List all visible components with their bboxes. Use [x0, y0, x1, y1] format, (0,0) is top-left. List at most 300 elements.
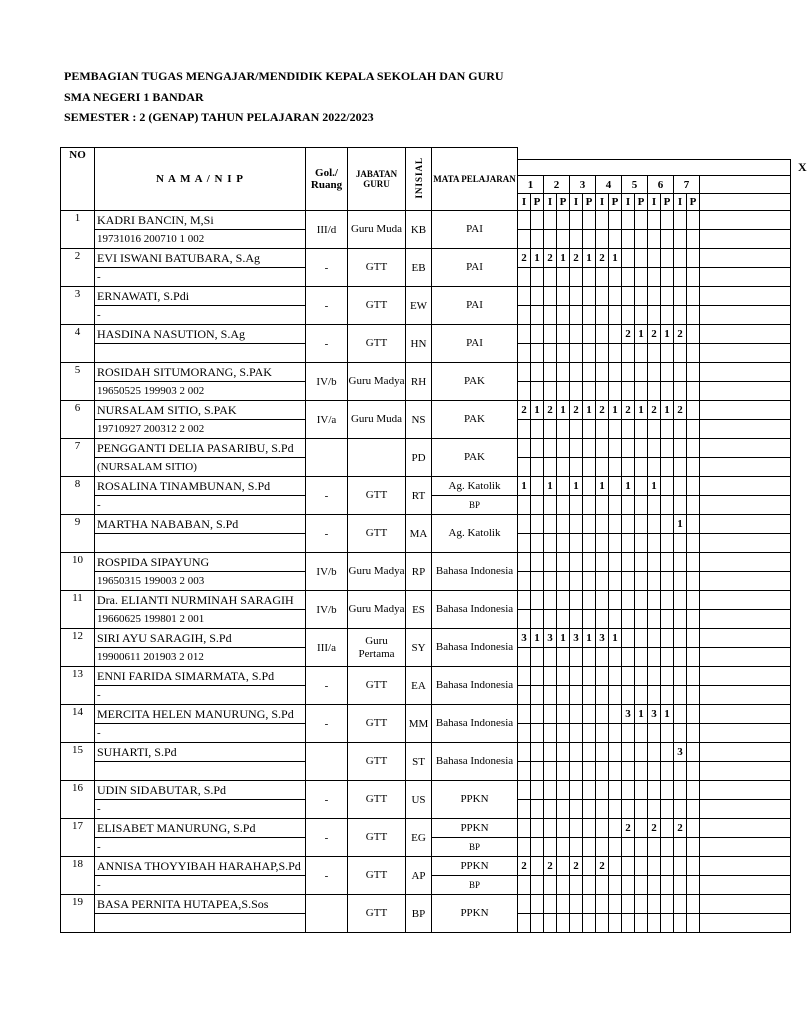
hours-cell — [648, 496, 661, 515]
jabatan: GTT — [348, 287, 406, 325]
hours-cell — [544, 306, 557, 325]
hours-cell — [596, 382, 609, 401]
hours-cell — [570, 838, 583, 857]
hours-cell — [583, 477, 596, 496]
hours-cell — [544, 895, 557, 914]
hours-cell — [622, 667, 635, 686]
hours-cell — [583, 762, 596, 781]
teacher-name: ERNAWATI, S.Pdi — [95, 287, 306, 306]
hours-cell: 1 — [583, 629, 596, 648]
hours-cell — [609, 458, 622, 477]
hours-cell — [544, 686, 557, 705]
subject: PAK — [432, 439, 518, 477]
hours-cell — [635, 363, 648, 382]
row-number: 7 — [61, 439, 95, 477]
hours-cell — [661, 230, 674, 249]
hours-cell — [544, 439, 557, 458]
hours-cell — [648, 838, 661, 857]
jabatan: Guru Muda — [348, 211, 406, 249]
hours-cell — [648, 458, 661, 477]
hours-cell: 1 — [583, 249, 596, 268]
hours-cell: 2 — [674, 325, 687, 344]
hours-cell — [687, 800, 700, 819]
hours-cell — [518, 686, 531, 705]
hours-cell — [648, 287, 661, 306]
hours-cell — [622, 838, 635, 857]
hours-cell — [661, 534, 674, 553]
hours-cell — [557, 458, 570, 477]
class-number: 4 — [596, 176, 622, 194]
hours-cell — [531, 800, 544, 819]
hours-cell — [687, 667, 700, 686]
hours-cell — [596, 496, 609, 515]
hours-cell — [635, 629, 648, 648]
hours-cell — [518, 819, 531, 838]
hours-cell — [622, 895, 635, 914]
hours-cell — [674, 496, 687, 515]
teacher-name: KADRI BANCIN, M,Si — [95, 211, 306, 230]
hours-cell — [557, 553, 570, 572]
jabatan: GTT — [348, 895, 406, 933]
hours-cell — [674, 382, 687, 401]
hours-cell — [570, 363, 583, 382]
hours-cell — [557, 382, 570, 401]
hours-cell — [687, 876, 700, 895]
hours-cell — [557, 515, 570, 534]
hours-cell — [518, 344, 531, 363]
hours-cell: 3 — [596, 629, 609, 648]
hours-cell — [674, 705, 687, 724]
hours-cell: 1 — [531, 401, 544, 420]
hours-cell — [609, 287, 622, 306]
hours-cell — [609, 420, 622, 439]
hours-cell — [518, 287, 531, 306]
hours-cell — [544, 211, 557, 230]
hours-cell — [544, 781, 557, 800]
hours-cell — [531, 363, 544, 382]
gol-ruang: - — [306, 857, 348, 895]
hours-cell — [544, 610, 557, 629]
hours-cell — [661, 553, 674, 572]
hours-cell: 2 — [622, 325, 635, 344]
hours-cell — [544, 534, 557, 553]
initials: EG — [406, 819, 432, 857]
hours-cell — [674, 534, 687, 553]
gol-ruang: - — [306, 515, 348, 553]
hours-cell — [609, 724, 622, 743]
hours-cell — [518, 496, 531, 515]
hours-cell — [622, 534, 635, 553]
hours-cell — [609, 230, 622, 249]
hours-cell — [544, 705, 557, 724]
hours-cell — [609, 534, 622, 553]
hours-cell: 2 — [570, 401, 583, 420]
hours-cell — [531, 496, 544, 515]
initials: US — [406, 781, 432, 819]
subject: PPKN — [432, 895, 518, 933]
hours-cell — [687, 572, 700, 591]
hours-cell — [635, 819, 648, 838]
hours-cell — [583, 876, 596, 895]
hours-cell — [544, 800, 557, 819]
hours-cell — [518, 325, 531, 344]
hours-cell — [596, 420, 609, 439]
hours-cell — [648, 629, 661, 648]
hours-cell — [518, 743, 531, 762]
hours-cell — [557, 914, 570, 933]
hours-cell — [609, 363, 622, 382]
gol-ruang: - — [306, 781, 348, 819]
hours-cell — [687, 762, 700, 781]
table-row — [61, 401, 791, 420]
table-row — [61, 515, 791, 534]
subject: Bahasa Indonesia — [432, 553, 518, 591]
hours-cell — [596, 724, 609, 743]
hours-cell — [583, 857, 596, 876]
hours-cell — [557, 819, 570, 838]
table-row — [61, 819, 791, 838]
row-number: 5 — [61, 363, 95, 401]
teacher-nip: - — [95, 800, 306, 819]
hours-cell — [622, 515, 635, 534]
row-number: 3 — [61, 287, 95, 325]
hours-cell — [596, 895, 609, 914]
hours-cell — [583, 667, 596, 686]
hours-cell — [518, 211, 531, 230]
hours-cell — [648, 762, 661, 781]
hours-cell — [609, 800, 622, 819]
hours-cell — [570, 344, 583, 363]
hours-cell: 2 — [596, 401, 609, 420]
hours-cell — [661, 686, 674, 705]
hours-cell — [544, 515, 557, 534]
hours-cell — [518, 420, 531, 439]
hours-cell — [596, 325, 609, 344]
hours-cell — [557, 268, 570, 287]
jabatan: GTT — [348, 705, 406, 743]
hours-cell — [557, 287, 570, 306]
hours-cell — [596, 534, 609, 553]
hours-cell — [544, 230, 557, 249]
hours-cell — [570, 534, 583, 553]
jabatan: GTT — [348, 249, 406, 287]
hours-cell — [518, 667, 531, 686]
hours-cell — [583, 705, 596, 724]
hours-cell — [570, 895, 583, 914]
col-p: P — [609, 194, 622, 211]
hours-cell — [531, 382, 544, 401]
hours-cell — [687, 724, 700, 743]
hours-cell: 2 — [648, 819, 661, 838]
hours-cell — [687, 287, 700, 306]
hours-cell — [544, 876, 557, 895]
hours-cell: 2 — [518, 401, 531, 420]
class-group-x: X — [518, 160, 791, 176]
hours-cell — [544, 914, 557, 933]
hours-cell: 2 — [570, 857, 583, 876]
hours-cell — [687, 230, 700, 249]
hours-cell — [544, 363, 557, 382]
hours-cell — [570, 458, 583, 477]
hours-cell — [583, 287, 596, 306]
hours-cell — [622, 724, 635, 743]
hours-cell — [531, 781, 544, 800]
hours-cell — [635, 306, 648, 325]
table-row — [61, 743, 791, 762]
teacher-nip: - — [95, 724, 306, 743]
hours-cell — [570, 496, 583, 515]
hours-cell — [635, 458, 648, 477]
col-i: I — [544, 194, 557, 211]
hours-cell — [622, 572, 635, 591]
hours-cell — [570, 743, 583, 762]
hours-cell — [518, 439, 531, 458]
initials: RP — [406, 553, 432, 591]
hours-cell — [622, 857, 635, 876]
hours-cell — [596, 363, 609, 382]
hours-cell: 3 — [674, 743, 687, 762]
hours-cell — [687, 838, 700, 857]
subject: PPKN — [432, 819, 518, 838]
hours-cell: 1 — [583, 401, 596, 420]
class-number: 1 — [518, 176, 544, 194]
hours-cell — [635, 743, 648, 762]
hours-cell — [531, 743, 544, 762]
hours-cell — [661, 667, 674, 686]
hours-cell — [518, 762, 531, 781]
teacher-name: MERCITA HELEN MANURUNG, S.Pd — [95, 705, 306, 724]
hours-cell — [622, 914, 635, 933]
table-row — [61, 705, 791, 724]
hours-cell — [557, 496, 570, 515]
hours-cell — [596, 876, 609, 895]
hours-cell — [544, 724, 557, 743]
hours-cell — [674, 914, 687, 933]
hours-cell — [648, 515, 661, 534]
hours-cell — [570, 287, 583, 306]
hours-cell: 3 — [648, 705, 661, 724]
hours-cell — [648, 591, 661, 610]
hours-cell — [557, 762, 570, 781]
hours-cell — [596, 458, 609, 477]
hours-cell — [531, 648, 544, 667]
hours-cell — [622, 344, 635, 363]
hours-cell — [609, 686, 622, 705]
hours-cell — [648, 781, 661, 800]
hours-cell — [661, 648, 674, 667]
hours-cell — [648, 648, 661, 667]
hours-cell — [648, 363, 661, 382]
hours-cell — [674, 287, 687, 306]
hours-cell — [622, 781, 635, 800]
teacher-nip: 19650315 199003 2 003 — [95, 572, 306, 591]
row-number: 19 — [61, 895, 95, 933]
hours-cell — [518, 268, 531, 287]
hours-cell — [674, 458, 687, 477]
hours-cell — [531, 287, 544, 306]
hours-cell — [674, 895, 687, 914]
hours-cell: 2 — [648, 401, 661, 420]
subject: PPKN — [432, 857, 518, 876]
hours-cell — [596, 230, 609, 249]
hours-cell — [531, 591, 544, 610]
hours-cell — [596, 781, 609, 800]
col-p: P — [583, 194, 596, 211]
subject: PAI — [432, 211, 518, 249]
hours-cell: 1 — [635, 401, 648, 420]
hours-cell — [596, 762, 609, 781]
teacher-nip: (NURSALAM SITIO) — [95, 458, 306, 477]
hours-cell — [687, 648, 700, 667]
hours-cell — [648, 895, 661, 914]
hours-cell — [544, 591, 557, 610]
hours-cell: 2 — [596, 249, 609, 268]
teacher-name: ENNI FARIDA SIMARMATA, S.Pd — [95, 667, 306, 686]
teacher-name: ROSIDAH SITUMORANG, S.PAK — [95, 363, 306, 382]
hours-cell — [596, 344, 609, 363]
teacher-name: ROSPIDA SIPAYUNG — [95, 553, 306, 572]
hours-cell — [557, 344, 570, 363]
hours-cell — [557, 667, 570, 686]
jabatan: GTT — [348, 819, 406, 857]
table-row — [61, 553, 791, 572]
hours-cell — [622, 591, 635, 610]
table-row — [61, 781, 791, 800]
hours-cell — [557, 838, 570, 857]
table-row — [61, 591, 791, 610]
hours-cell — [661, 838, 674, 857]
initials: RT — [406, 477, 432, 515]
hours-cell — [622, 458, 635, 477]
hours-cell — [674, 610, 687, 629]
hours-cell — [609, 914, 622, 933]
hours-cell — [596, 211, 609, 230]
hours-cell — [674, 211, 687, 230]
hours-cell — [648, 572, 661, 591]
initials: HN — [406, 325, 432, 363]
hours-cell — [596, 819, 609, 838]
hours-cell — [609, 439, 622, 458]
hours-cell — [609, 705, 622, 724]
hours-cell — [687, 914, 700, 933]
row-number: 18 — [61, 857, 95, 895]
col-p: P — [635, 194, 648, 211]
hours-cell — [661, 287, 674, 306]
hours-cell — [518, 306, 531, 325]
teacher-name: NURSALAM SITIO, S.PAK — [95, 401, 306, 420]
hours-cell — [531, 553, 544, 572]
table-row — [61, 325, 791, 344]
hours-cell — [622, 287, 635, 306]
hours-cell — [544, 458, 557, 477]
sub-subject: BP — [432, 838, 518, 857]
hours-cell — [583, 553, 596, 572]
jabatan: Guru Madya — [348, 363, 406, 401]
hours-cell — [596, 572, 609, 591]
gol-ruang: - — [306, 667, 348, 705]
hours-cell — [674, 724, 687, 743]
hours-cell — [648, 724, 661, 743]
hours-cell — [583, 496, 596, 515]
teacher-nip: - — [95, 268, 306, 287]
subject: PPKN — [432, 781, 518, 819]
hours-cell — [596, 268, 609, 287]
hours-cell — [648, 230, 661, 249]
hours-cell: 1 — [518, 477, 531, 496]
gol-ruang: - — [306, 819, 348, 857]
hours-cell — [531, 857, 544, 876]
table-row — [61, 895, 791, 914]
hours-cell — [531, 762, 544, 781]
hours-cell — [609, 610, 622, 629]
hours-cell — [648, 743, 661, 762]
hours-cell: 1 — [635, 705, 648, 724]
hours-cell — [544, 648, 557, 667]
hours-cell — [661, 629, 674, 648]
hours-cell — [635, 477, 648, 496]
hours-cell — [518, 838, 531, 857]
hours-cell — [583, 743, 596, 762]
class-number: 2 — [544, 176, 570, 194]
gol-ruang — [306, 895, 348, 933]
hours-cell — [609, 591, 622, 610]
hours-cell — [531, 686, 544, 705]
hours-cell — [544, 420, 557, 439]
jabatan: GTT — [348, 781, 406, 819]
sub-subject: BP — [432, 496, 518, 515]
hours-cell — [518, 534, 531, 553]
hours-cell — [583, 268, 596, 287]
hours-cell — [661, 439, 674, 458]
hours-cell — [609, 325, 622, 344]
hours-cell — [557, 800, 570, 819]
hours-cell — [544, 553, 557, 572]
hours-cell — [570, 420, 583, 439]
hours-cell — [648, 800, 661, 819]
hours-cell — [583, 420, 596, 439]
hours-cell: 2 — [674, 401, 687, 420]
teacher-nip: - — [95, 876, 306, 895]
hours-cell — [687, 382, 700, 401]
hours-cell — [570, 705, 583, 724]
subject: PAK — [432, 401, 518, 439]
hours-cell: 1 — [661, 401, 674, 420]
hours-cell — [518, 648, 531, 667]
col-p: P — [531, 194, 544, 211]
hours-cell — [557, 230, 570, 249]
hours-cell — [687, 401, 700, 420]
hours-cell — [531, 439, 544, 458]
hours-cell — [583, 724, 596, 743]
hours-cell — [596, 287, 609, 306]
hours-cell — [583, 591, 596, 610]
hours-cell — [583, 211, 596, 230]
hours-cell — [687, 610, 700, 629]
teacher-nip: 19731016 200710 1 002 — [95, 230, 306, 249]
hours-cell — [648, 268, 661, 287]
hours-cell: 2 — [596, 857, 609, 876]
jabatan: Guru Pertama — [348, 629, 406, 667]
hours-cell — [531, 876, 544, 895]
hours-cell — [661, 914, 674, 933]
hours-cell — [635, 553, 648, 572]
col-i: I — [518, 194, 531, 211]
hours-cell — [570, 876, 583, 895]
gol-ruang: IV/b — [306, 591, 348, 629]
initials: AP — [406, 857, 432, 895]
hours-cell — [635, 230, 648, 249]
hours-cell — [661, 306, 674, 325]
